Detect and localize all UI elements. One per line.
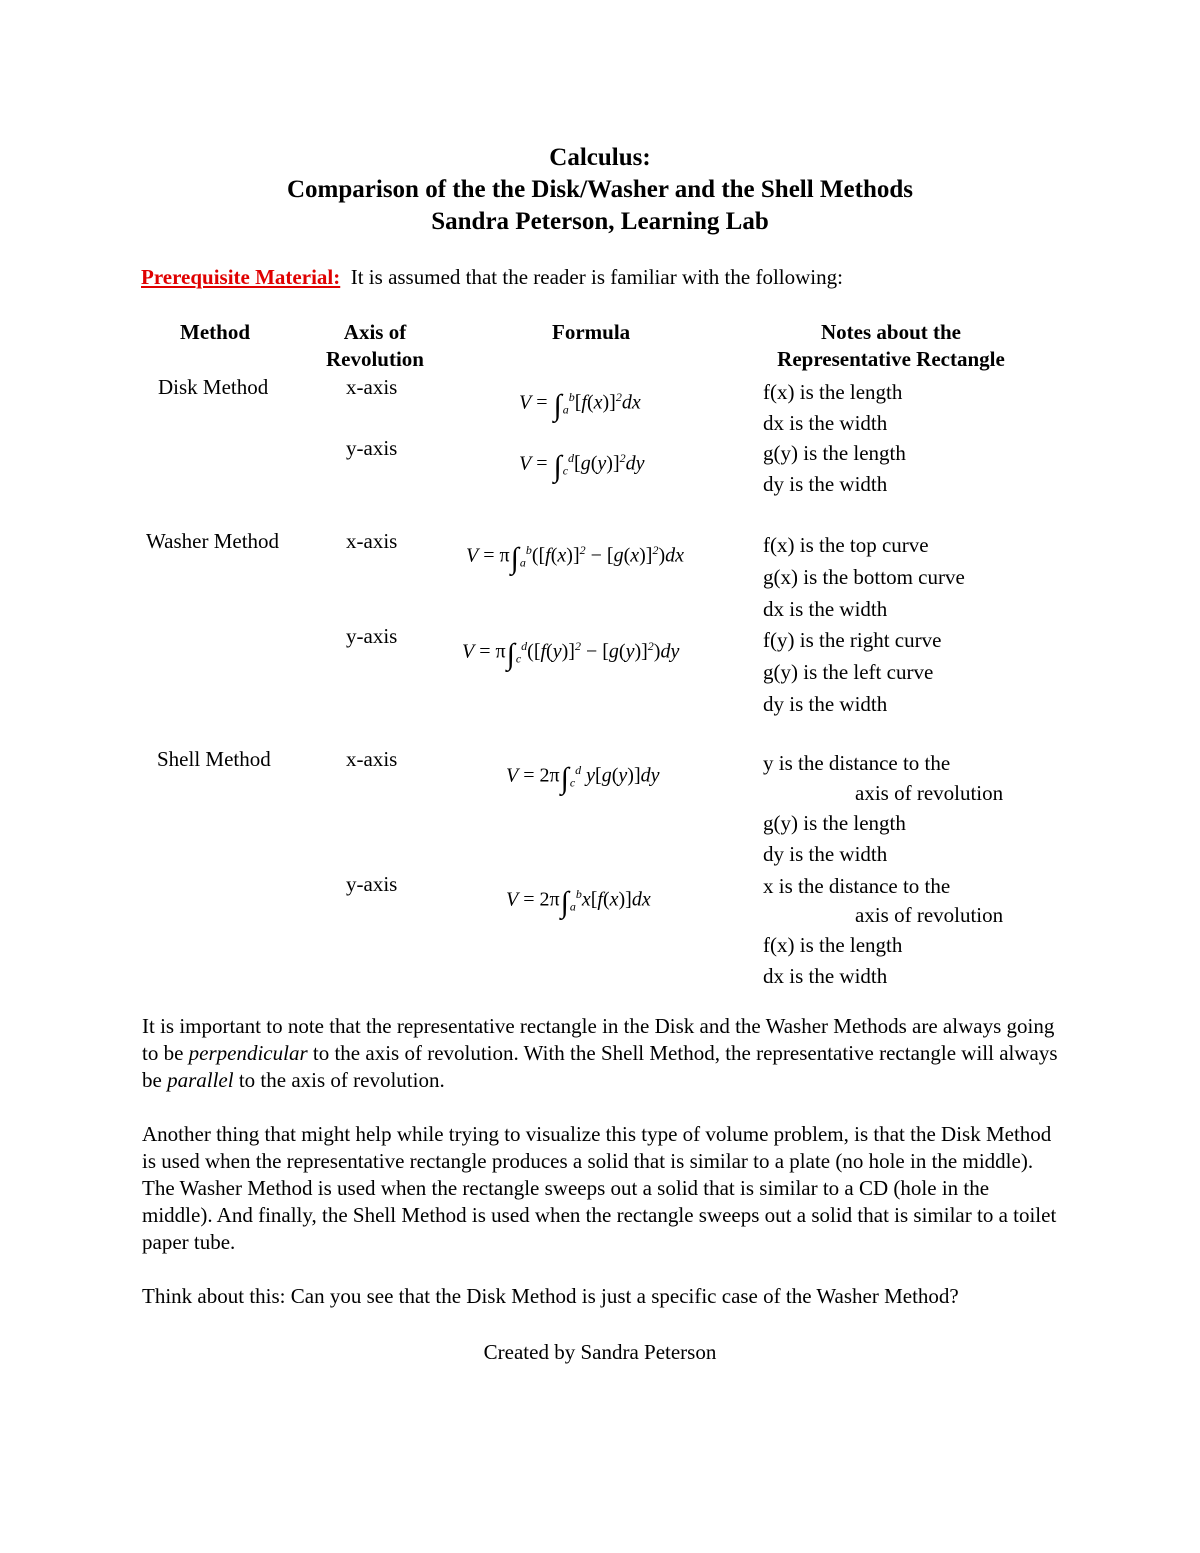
notes-shell-x [763,748,1003,870]
notes-washer-y [763,624,941,720]
note-line: g(x) is the bottom curve [763,565,965,589]
note-line: f(x) is the length [763,380,903,404]
paragraph-think: Think about this: Can you see that the Disk Method is just a specific case of the Washer Method? [142,1284,959,1308]
note-line: y is the distance to the [763,751,951,775]
note-line: dy is the width [763,842,888,866]
axis-label: x-axis [346,529,398,553]
emphasis-perpendicular: perpendicular [188,1041,308,1065]
notes-disk-y [763,438,906,500]
header-notes-line2: Representative Rectangle [777,347,1005,371]
paragraph-visualize: Another thing that might help while trying to visualize this type of volume problem, is that the Disk Method is used when the representative rectangle produces a solid that is similar to a plate (no hole in the middle). The Washer Method is used when the rectangle sweeps out a solid that is similar to a CD (hole in the middle). And finally, the Shell Method is used when the rectangle sweeps out a solid that is similar to a toilet paper tube. [142,1122,1057,1254]
header-notes [762,319,1020,373]
prereq-line [141,265,843,289]
header-formula: Formula [552,320,631,344]
axis-label: x-axis [346,375,398,399]
axis-label: y-axis [346,624,398,648]
note-line: axis of revolution [855,903,1004,927]
prereq-text: It is assumed that the reader is familiar with the following: [350,265,843,289]
paragraph-text: to the axis of revolution. [233,1068,445,1092]
header-notes-line1: Notes about the [821,320,961,344]
note-line: g(y) is the length [763,441,906,465]
paragraph-text: to the axis of revolution. With the Shell Method, the representative rectangle will always be [142,1041,1058,1092]
method-label-disk: Disk Method [158,375,269,399]
doc-title-main: Comparison of the the Disk/Washer and the Shell Methods [287,176,913,203]
formula-shell-x: $V = 2\pi\int_c^d$ y[g(y)]dy [506,761,660,795]
note-line: dx is the width [763,411,888,435]
axis-label: x-axis [346,747,398,771]
formula-washer-x: $V = \pi\int_a^b([f(x)]^2 - [g(x)]^2)dx$ [466,541,685,575]
note-line: f(x) is the top curve [763,533,929,557]
doc-title-subject: Calculus: [549,144,651,171]
note-line: x is the distance to the [763,874,951,898]
emphasis-parallel: parallel [167,1068,234,1092]
formula-disk-y: $V = \int_c^d[g(y)]^2dy$ [519,449,645,483]
axis-label: y-axis [346,872,398,896]
note-line: f(x) is the length [763,933,903,957]
header-axis [320,319,430,373]
prereq-label: Prerequisite Material: [141,265,341,289]
method-label-shell: Shell Method [157,747,271,771]
notes-washer-x [763,529,965,625]
note-line: dx is the width [763,597,888,621]
formula-disk-x: $V = \int_a^b[f(x)]^2dx$ [519,388,641,422]
note-line: dy is the width [763,692,888,716]
note-line: f(y) is the right curve [763,628,942,652]
note-line: axis of revolution [855,781,1004,805]
header-axis-line2: Revolution [325,347,424,371]
formula-shell-y: $V = 2\pi\int_a^bx[f(x)]dx$ [506,885,651,919]
paragraph-orientation [142,1013,1062,1094]
header-method: Method [180,320,250,344]
notes-shell-y [763,872,1003,992]
method-label-washer: Washer Method [146,529,280,553]
axis-label: y-axis [346,436,398,460]
note-line: dx is the width [763,964,888,988]
formula-washer-y: $V = \pi\int_c^d([f(y)]^2 - [g(y)]^2)dy$ [462,637,680,671]
footer-credit: Created by Sandra Peterson [483,1340,717,1364]
doc-title-author: Sandra Peterson, Learning Lab [431,208,769,235]
notes-disk-x [763,377,902,439]
note-line: g(y) is the length [763,811,906,835]
header-axis-line1: Axis of [343,320,407,344]
note-line: dy is the width [763,472,888,496]
paragraph-text: It is important to note that the representative rectangle in the Disk and the Washer Methods are always going to be [142,1014,1055,1065]
note-line: g(y) is the left curve [763,660,934,684]
